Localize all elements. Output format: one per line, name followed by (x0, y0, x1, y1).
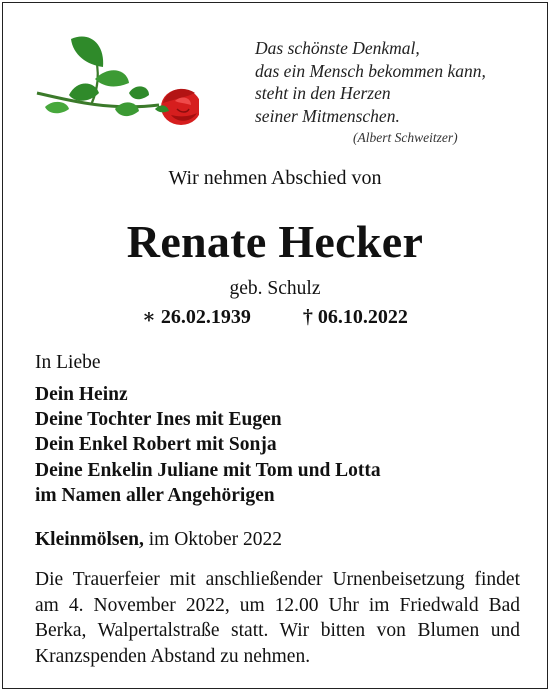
quote-text (255, 37, 486, 127)
mourners-list (35, 382, 381, 508)
mourner-line: Dein Heinz (35, 384, 128, 405)
death-cross-icon: † (302, 306, 313, 328)
funeral-notice: Die Trauerfeier mit anschließender Urnenbeisetzung findet am 4. November 2022, um 12.00 Uhr im Friedwald Bad Berka, Walpertalstraße statt. Wir bitten von Blumen und Kranzspenden Abstand zu nehmen. (35, 569, 520, 667)
mourner-line: Dein Enkel Robert mit Sonja (35, 434, 277, 456)
birth-star-icon: ∗ (142, 306, 156, 328)
mourner-line: Deine Enkelin Juliane mit Tom und Lotta (35, 459, 381, 481)
maiden-name: geb. Schulz (229, 278, 321, 299)
quote-line: seiner Mitmenschen. (255, 105, 400, 126)
intro-text: Wir nehmen Abschied von (168, 167, 382, 189)
place-name: Kleinmölsen, (35, 529, 144, 550)
red-rose-icon (31, 23, 199, 135)
quote-line: steht in den Herzen (255, 83, 391, 103)
quote-line: Das schönste Denkmal, (255, 38, 420, 58)
place-date: im Oktober 2022 (148, 529, 282, 550)
birth-date: 26.02.1939 (160, 306, 251, 328)
obituary-card (2, 2, 548, 689)
mourner-line: im Namen aller Angehörigen (35, 484, 275, 506)
mourner-line: Deine Tochter Ines mit Eugen (35, 409, 282, 431)
place-date-line (35, 529, 282, 551)
deceased-name: Renate Hecker (126, 216, 424, 267)
quote-author: (Albert Schweitzer) (353, 130, 458, 145)
life-dates (3, 304, 547, 329)
death-date: 06.10.2022 (317, 306, 408, 328)
quote-line: das ein Mensch bekommen kann, (255, 60, 486, 81)
mourners-lead: In Liebe (35, 352, 101, 373)
